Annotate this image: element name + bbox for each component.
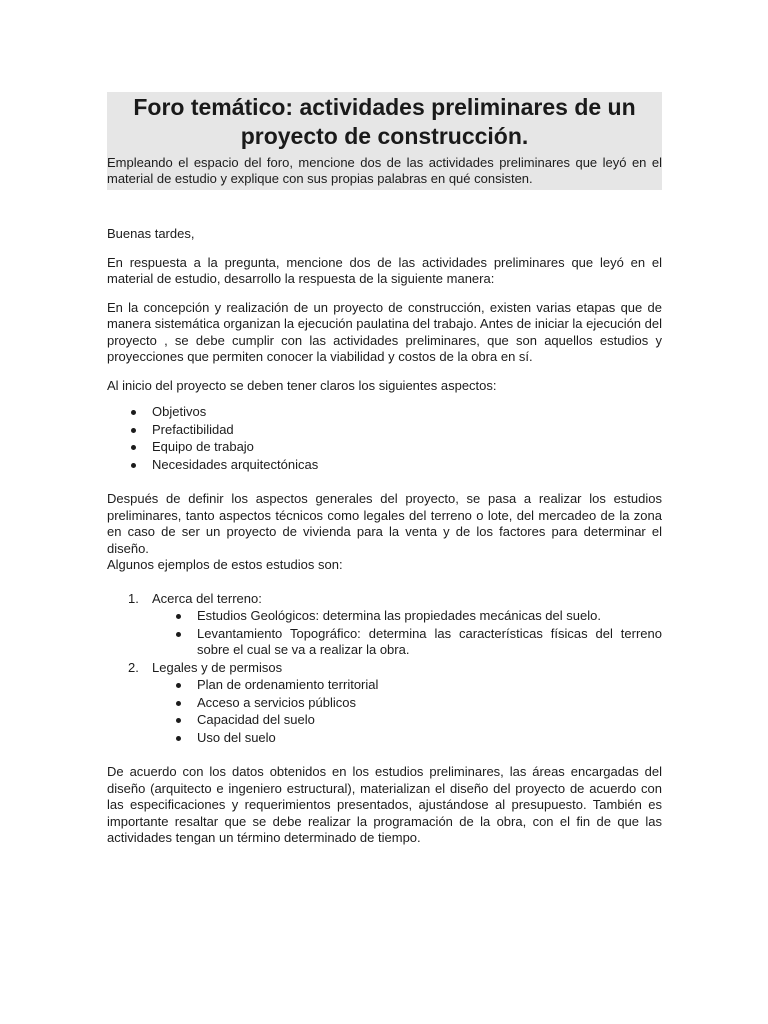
list-item: Levantamiento Topográfico: determina las características físicas del terreno sobre el cual se va a realizar la obra. — [152, 625, 662, 659]
greeting: Buenas tardes, — [107, 226, 195, 241]
paragraph-aspects-intro: Al inicio del proyecto se deben tener claros los siguientes aspectos: — [107, 377, 497, 393]
list-item: Equipo de trabajo — [107, 438, 662, 456]
paragraph-examples-intro: Algunos ejemplos de estos estudios son: — [107, 557, 343, 572]
study-group-label: Legales y de permisos — [152, 659, 283, 675]
list-item: Acceso a servicios públicos — [152, 694, 662, 712]
studies-list — [107, 590, 662, 747]
study-group-legal — [107, 659, 662, 747]
paragraph-intro: En respuesta a la pregunta, mencione dos de las actividades preliminares que leyó en el material de estudio, desarrollo la respuesta de la siguiente manera: — [107, 254, 662, 286]
paragraph-context: En la concepción y realización de un proyecto de construcción, existen varias etapas que de manera sistemática organizan la ejecución paulatina del trabajo. Antes de iniciar la ejecución del proyecto , se debe cumplir con las actividades preliminares, que son aquellos estudios y proyecciones que permiten conocer la viabilidad y costos de la obra en sí. — [107, 299, 663, 364]
study-group-terrain — [107, 590, 662, 659]
document-page — [107, 92, 662, 847]
study-group-label: Acerca del terreno: — [152, 590, 262, 606]
list-item: Prefactibilidad — [107, 421, 662, 439]
list-item: Capacidad del suelo — [152, 711, 662, 729]
list-item: Estudios Geológicos: determina las propiedades mecánicas del suelo. — [152, 607, 662, 625]
list-item: Uso del suelo — [152, 729, 662, 747]
paragraph-studies: Después de definir los aspectos generales del proyecto, se pasa a realizar los estudios preliminares, tanto aspectos técnicos como legales del terreno o lote, del mercadeo de la zona en caso de ser un proyecto de vivienda para la venta y de los factores para determinar el diseño. — [107, 491, 662, 556]
list-number: 2. — [128, 659, 139, 675]
study-sublist — [152, 676, 662, 746]
study-sublist — [152, 607, 662, 659]
aspects-list — [107, 403, 662, 473]
forum-header — [107, 92, 662, 190]
list-number: 1. — [128, 590, 139, 606]
page-title: Foro temático: actividades preliminares de un proyecto de construcción. — [133, 94, 636, 149]
list-item: Necesidades arquitectónicas — [107, 456, 662, 474]
paragraph-conclusion: De acuerdo con los datos obtenidos en los estudios preliminares, las áreas encargadas del diseño (arquitecto e ingeniero estructural), materializan el diseño del proyecto de acuerdo con las especificaciones y requerimientos presentados, ajustándose al presupuesto. También es importante resaltar que se debe realizar la programación de la obra, con el fin de que las actividades tengan un término determinado de tiempo. — [107, 764, 662, 845]
list-item: Objetivos — [107, 403, 662, 421]
list-item: Plan de ordenamiento territorial — [152, 676, 662, 694]
forum-prompt: Empleando el espacio del foro, mencione dos de las actividades preliminares que leyó en el material de estudio y explique con sus propias palabras en qué consisten. — [107, 155, 662, 186]
